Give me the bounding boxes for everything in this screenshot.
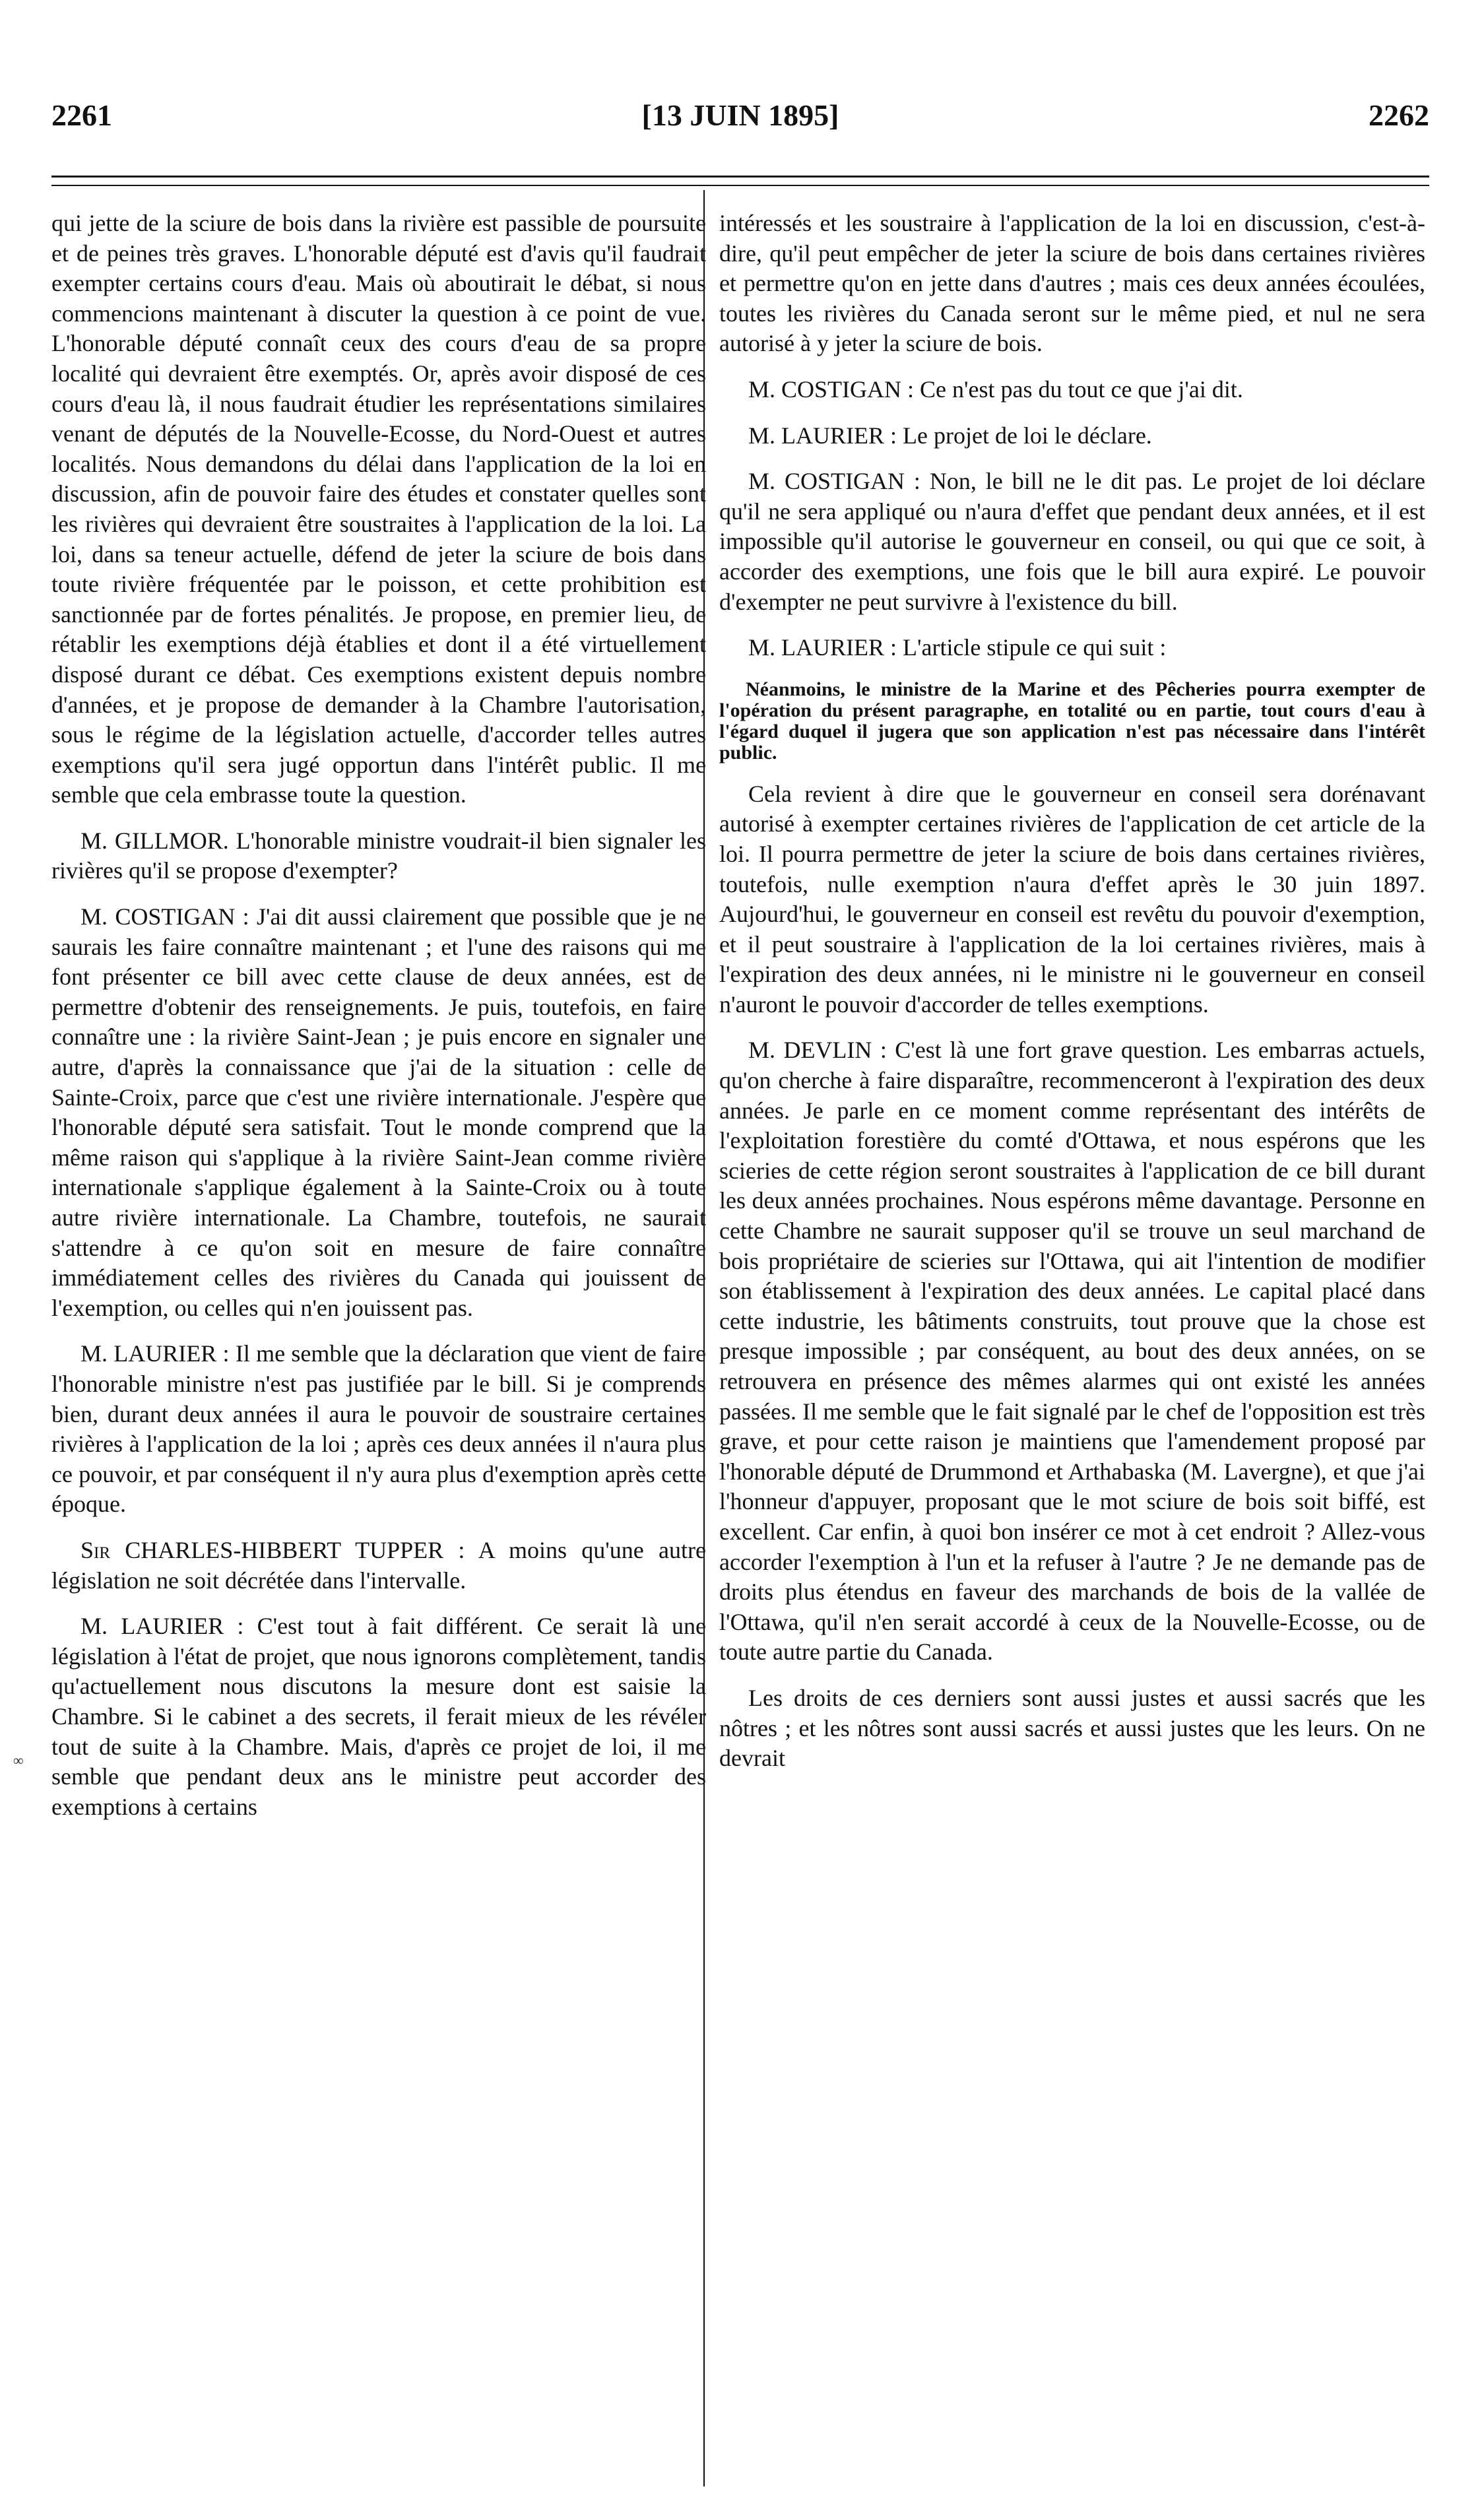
paragraph-text: Cela revient à dire que le gouverneur en conseil sera dorénavant autorisé à exempter certaines rivières de l'application de cet article de la loi. Il pourra permettre de jeter la sciure de bois dans certaines rivières, toutefois, nulle exemption n'aura d'effet après le 30 juin 1897. Aujourd'hui, le gouverneur en conseil est revêtu du pouvoir d'exemption, et il peut soustraire à l'application de la loi certaines rivières, mais à l'expiration des deux années, ni le ministre ni le gouverneur en conseil n'auront le pouvoir d'accorder de telles exemptions.	[719, 780, 1425, 1018]
paragraph	[719, 779, 1425, 1020]
paragraph	[719, 1683, 1425, 1774]
paragraph-text: Non, le bill ne le dit pas. Le projet de loi déclare qu'il ne sera appliqué ou n'aura d'effet que pendant deux années, et il est impossible qu'il autorise le gouverneur en conseil, ou qui que ce soit, à accorder des exemptions, une fois que le bill aura expiré. Le pouvoir d'exempter ne peut survivre à l'existence du bill.	[719, 468, 1425, 615]
speaker-name: M. COSTIGAN :	[81, 903, 249, 930]
paragraph	[51, 1536, 706, 1596]
paragraph	[719, 375, 1425, 405]
paragraph-text: A moins qu'une autre législation ne soit décrétée dans l'intervalle.	[51, 1536, 706, 1594]
paragraph-text: Ce n'est pas du tout ce que j'ai dit.	[914, 375, 1243, 403]
header-rule-top	[51, 176, 1429, 178]
speaker-name: M. LAURIER :	[748, 634, 897, 661]
paragraph	[719, 421, 1425, 451]
speaker-name: M. LAURIER :	[748, 422, 897, 449]
page-number-left: 2261	[51, 98, 112, 132]
quoted-clause	[719, 679, 1425, 763]
page-header	[51, 98, 1429, 144]
header-rule-bottom	[51, 185, 1429, 186]
paragraph	[51, 902, 706, 1323]
left-column	[51, 209, 706, 1838]
paragraph-text: Néanmoins, le ministre de la Marine et des Pêcheries pourra exempter de l'opération du présent paragraphe, en totalité ou en partie, tout cours d'eau à l'égard duquel il jugera que son application n'est pas nécessaire dans l'intérêt public.	[719, 678, 1425, 763]
paragraph-text: L'article stipule ce qui suit :	[897, 634, 1167, 661]
paragraph-text: J'ai dit aussi clairement que possible que je ne saurais les faire connaître maintenant ; et l'une des raisons qui me font présenter ce bill avec cette clause de deux années, est de permettre d'obtenir des renseignements. Je puis, toutefois, en faire connaître une : la rivière Saint-Jean ; je puis encore en signaler une autre, d'après la connaissance que j'ai de la situation : celle de Sainte-Croix, parce que c'est une rivière internationale. J'espère que l'honorable député sera satisfait. Tout le monde comprend que la même raison qui s'applique à la rivière Saint-Jean comme rivière internationale s'applique également à la Sainte-Croix ou à toute autre rivière internationale. La Chambre, toutefois, ne saurait s'attendre à ce qu'on soit en mesure de faire connaître immédiatement celles des rivières du Canada qui jouissent de l'exemption, ou celles qui n'en jouissent pas.	[51, 903, 707, 1321]
paragraph-text: Les droits de ces derniers sont aussi justes et aussi sacrés que les nôtres ; et les nôtres sont aussi sacrés et aussi justes que les leurs. On ne devrait	[719, 1684, 1425, 1772]
speaker-name: Sir CHARLES-HIBBERT TUPPER :	[81, 1536, 465, 1563]
speaker-name: M. LAURIER :	[81, 1340, 230, 1367]
paragraph-text: L'honorable ministre voudrait-il bien signaler les rivières qu'il se propose d'exempter?	[51, 827, 706, 884]
paragraph-text: C'est là une fort grave question. Les embarras actuels, qu'on cherche à faire disparaître, recommenceront à l'expiration des deux années. Je parle en ce moment comme représentant des intérêts de l'exploitation forestière du comté d'Ottawa, et nous espérons que les scieries de cette région seront soustraites à l'application de ce bill durant les deux années prochaines. Nous espérons même davantage. Personne en cette Chambre ne saurait supposer qu'il se trouve un seul marchand de bois propriétaire de scieries sur l'Ottawa, qui ait l'intention de modifier son établissement à l'expiration des deux années. Le capital placé dans cette industrie, les bâtiments construits, tout prouve que la chose est presque impossible ; par conséquent, au bout des deux années, on se retrouvera en présence des mêmes alarmes qui ont existé les années passées. Il me semble que le fait signalé par le chef de l'opposition est très grave, et pour cette raison je maintiens que l'amendement proposé par l'honorable député de Drummond et Arthabaska (M. Lavergne), et que j'ai l'honneur d'appuyer, proposant que le mot sciure de bois soit biffé, est excellent. Car enfin, à quoi bon insérer ce mot à cet endroit ? Allez-vous accorder l'exemption à l'un et la refuser à l'autre ? Je ne demande pas de droits plus étendus en faveur des marchands de bois de la vallée de l'Ottawa, qu'il n'en serait accordé à ceux de la Nouvelle-Ecosse, ou de toute autre partie du Canada.	[719, 1037, 1425, 1666]
speaker-name: M. GILLMOR.	[81, 827, 229, 854]
paragraph	[51, 1339, 706, 1520]
speaker-name: M. COSTIGAN :	[748, 468, 920, 495]
paragraph	[51, 209, 706, 810]
paragraph-text: intéressés et les soustraire à l'application de la loi en discussion, c'est-à-dire, qu'il peut empêcher de jeter la sciure de bois dans certaines rivières et permettre qu'on en jette dans d'autres ; mais ces deux années écoulées, toutes les rivières du Canada seront sur le même pied, et nul ne sera autorisé à y jeter la sciure de bois.	[719, 210, 1425, 357]
right-column	[719, 209, 1425, 1790]
paragraph-text: qui jette de la sciure de bois dans la rivière est passible de poursuite et de peines très graves. L'honorable député est d'avis qu'il faudrait exempter certains cours d'eau. Mais où aboutirait le débat, si nous commencions maintenant à discuter la question à ce point de vue. L'honorable député connaît ceux des cours d'eau de sa propre localité qui devraient être exemptés. Or, après avoir disposé de ces cours d'eau là, il nous faudrait étudier les représentations similaires venant de députés de la Nouvelle-Ecosse, du Nord-Ouest et autres localités. Nous demandons du délai dans l'application de la loi en discussion, afin de pouvoir faire des études et constater quelles sont les rivières qui devraient être soustraites à l'application de la loi. La loi, dans sa teneur actuelle, défend de jeter la sciure de bois dans toute rivière fréquentée par le poisson, et cette prohibition est sanctionnée par de fortes pénalités. Je propose, en premier lieu, de rétablir les exemptions déjà établies et dont il a été virtuellement disposé durant ce débat. Ces exemptions existent depuis nombre d'années, et je propose de demander à la Chambre l'autorisation, sous le régime de la législation actuelle, d'accorder telles autres exemptions qu'il sera jugé opportun dans l'intérêt public. Il me semble que cela embrasse toute la question.	[51, 210, 706, 808]
page-number-right: 2262	[1369, 98, 1429, 132]
paragraph	[719, 467, 1425, 617]
speaker-name: M. DEVLIN :	[748, 1037, 887, 1064]
paragraph	[51, 826, 706, 886]
paragraph-text: Le projet de loi le déclare.	[897, 422, 1152, 449]
paragraph-text: C'est tout à fait différent. Ce serait là une législation à l'état de projet, que nous ignorons complètement, tandis qu'actuellement nous discutons la mesure dont est saisie la Chambre. Si le cabinet a des secrets, il ferait mieux de les révéler tout de suite à la Chambre. Mais, d'après ce projet de loi, il me semble que pendant deux ans le ministre peut accorder des exemptions à certains	[51, 1613, 707, 1820]
paragraph-text: Il me semble que la déclaration que vient de faire l'honorable ministre n'est pas justifiée par le bill. Si je comprends bien, durant deux années il aura le pouvoir de soustraire certaines rivières à l'application de la loi ; après ces deux années il n'aura plus ce pouvoir, et par conséquent il n'y aura plus d'exemption après cette époque.	[51, 1340, 707, 1518]
margin-mark: ∞	[13, 1752, 24, 1769]
paragraph	[719, 209, 1425, 359]
speaker-name: M. LAURIER :	[81, 1613, 244, 1640]
paragraph	[719, 633, 1425, 663]
session-date: [13 JUIN 1895]	[641, 98, 839, 132]
paragraph	[719, 1035, 1425, 1667]
paragraph	[51, 1611, 706, 1822]
speaker-name: M. COSTIGAN :	[748, 375, 915, 403]
